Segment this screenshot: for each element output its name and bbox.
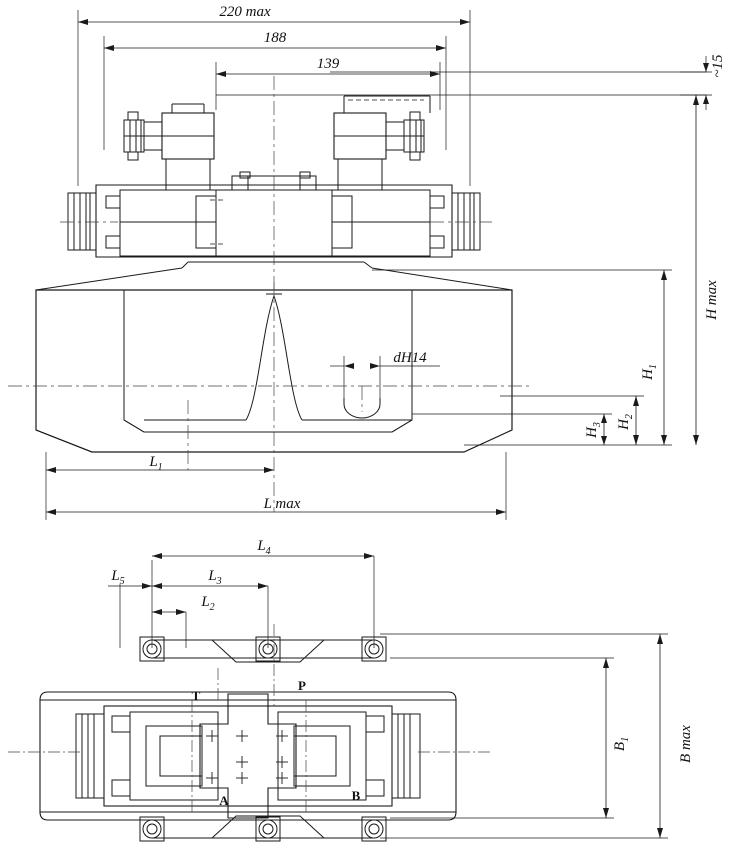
dim-h1 bbox=[640, 364, 659, 381]
dim-139: 139 bbox=[316, 56, 340, 72]
svg-text:L3: $L_3$ bbox=[208, 568, 222, 587]
port-label-p: P bbox=[298, 678, 306, 693]
dim-h-max: H max bbox=[704, 280, 720, 320]
dim-l3 bbox=[207, 568, 221, 587]
port-label-b: B bbox=[351, 788, 361, 803]
dim-15: ~15 bbox=[710, 54, 726, 78]
svg-text:B1: $B_1$ bbox=[612, 736, 631, 752]
dim-bore: dH14 bbox=[393, 350, 427, 366]
svg-text:L5: $L_5$ bbox=[111, 568, 125, 587]
port-label-a: A bbox=[219, 793, 229, 808]
dim-l4 bbox=[256, 538, 270, 557]
svg-text:H2: $H_2$ bbox=[616, 414, 635, 430]
port-label-t: T bbox=[191, 688, 201, 703]
svg-text:L1: $L_1$ bbox=[149, 454, 163, 473]
svg-text:L4: $L_4$ bbox=[257, 538, 271, 557]
svg-text:H3: $H_3$ bbox=[584, 422, 603, 438]
dim-h3 bbox=[584, 422, 603, 439]
dim-188: 188 bbox=[263, 30, 287, 46]
dim-l2 bbox=[200, 594, 214, 613]
dim-b-max: B max bbox=[678, 725, 694, 763]
dim-220-max: 220 max bbox=[219, 4, 271, 20]
dim-h2 bbox=[616, 414, 635, 431]
dim-l5 bbox=[110, 568, 124, 587]
svg-text:H1: $H_1$ bbox=[640, 364, 659, 380]
svg-text:L2: $L_2$ bbox=[201, 594, 215, 613]
dim-b1 bbox=[612, 737, 631, 751]
dim-l-max: L max bbox=[263, 496, 301, 512]
